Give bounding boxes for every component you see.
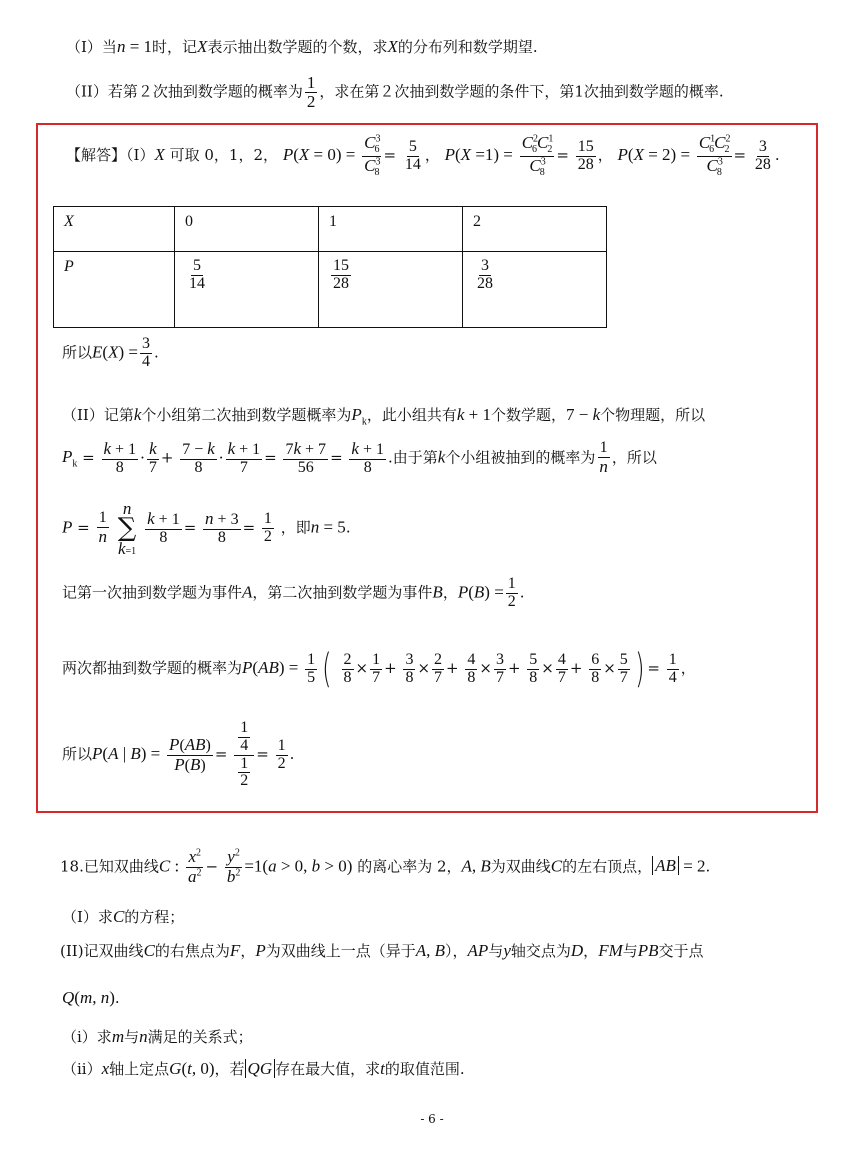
q18-point-q: Q(m, n).	[62, 988, 120, 1007]
q18-part1: （I）求C的方程；	[62, 907, 185, 926]
table-cell: X	[54, 207, 175, 252]
conditional-line: 所以P(A | B) = $\frac{P(AB)}{P(B)}$ = $\frac{\frac{1}{4}}{\frac{1}{2}}$ = $\frac{1}{2}$ .	[62, 719, 295, 790]
table-cell: $\frac{3}{28}$	[463, 252, 607, 328]
table-cell: $\frac{5}{14}$	[175, 252, 319, 328]
table-cell: 0	[175, 207, 319, 252]
q17-part1: （I）当n = 1时，记X表示抽出数学题的个数，求X的分布列和数学期望.	[66, 37, 538, 56]
page-number: - 6 -	[420, 1112, 444, 1126]
q18-sub-ii: （ii）x轴上定点G(t, 0)，若 QG 存在最大值，求t的取值范围.	[62, 1059, 465, 1078]
q18-part2: (II)记双曲线C的右焦点为F，P为双曲线上一点（异于A, B），AP与y轴交点为D，FM与PB交于点	[60, 941, 704, 960]
table-cell: 2	[463, 207, 607, 252]
p-sum-line: P = $\frac{1}{n}$ n ∑ k=1 $\frac{k + 1}{8}$ = $\frac{n + 3}{8}$ = $\frac{1}{2}$ ，即n = 5.	[62, 499, 351, 559]
part2-line-1: （II）记第k个小组第二次抽到数学题概率为$P_k$，此小组共有k + 1个数学题，7 − k个物理题，所以	[62, 405, 706, 428]
table-cell: $\frac{15}{28}$	[319, 252, 463, 328]
q18-line-1: 18.已知双曲线C : $\frac{x^2}{a^2}$ − $\frac{y^2}{b^2}$ =1(a > 0, b > 0) 的离心率为 2，A, B为双曲线C的左右顶点， AB = 2.	[60, 847, 711, 886]
table-cell: P	[54, 252, 175, 328]
table-cell: 1	[319, 207, 463, 252]
pk-formula-line: $P_k$ = $\frac{k + 1}{8}$ · $\frac{k}{7}$ + $\frac{7 - k}{8}$ · $\frac{k + 1}{7}$ = $\frac{7k + 7}{56}$ = $\frac{k + 1}{8}$ .由于第k个小组被抽到的概率为 $\frac{1}{n}$ ，所以	[62, 439, 657, 476]
expectation-line: 所以E(X) = $\frac{3}{4}$ .	[62, 335, 159, 370]
table-row	[54, 252, 607, 328]
q18-sub-i: （i）求m与n满足的关系式；	[62, 1027, 253, 1046]
distribution-table	[53, 206, 607, 328]
q17-part2: （II）若第２次抽到数学题的概率为 $\frac{1}{2}$ ，求在第２次抽到数学题的条件下，第1次抽到数学题的概率.	[66, 73, 724, 111]
events-line: 记第一次抽到数学题为事件A，第二次抽到数学题为事件B，P(B) = $\frac{1}{2}$ .	[62, 575, 525, 610]
answer-line-1: 【解答】（I）X 可取 0，1，2， P(X = 0) = $\frac{C^3_6}{C^3_8}$ = $\frac{5}{14}$ ， P(X =1) = $\frac{C^2_6C^1_2}{C^3_8}$ = $\frac{15}{28}$ ， P(X = 2) = $\frac{C^1_6C^2_2}{C^3_8}$ = $\frac{3}{28}$ .	[66, 133, 780, 178]
table-row	[54, 207, 607, 252]
both-line: 两次都抽到数学题的概率为P(AB) = $\frac{1}{5}$ ( $\frac{2}{8}$ × $\frac{1}{7}$ + $\frac{3}{8}$ × $\frac{2}{7}$ + $\frac{4}{8}$ × $\frac{3}{7}$ + $\frac{5}{8}$ × $\frac{4}{7}$ + $\frac{6}{8}$ × $\frac{5}{7}$ ) = $\frac{1}{4}$ ，	[62, 646, 696, 692]
